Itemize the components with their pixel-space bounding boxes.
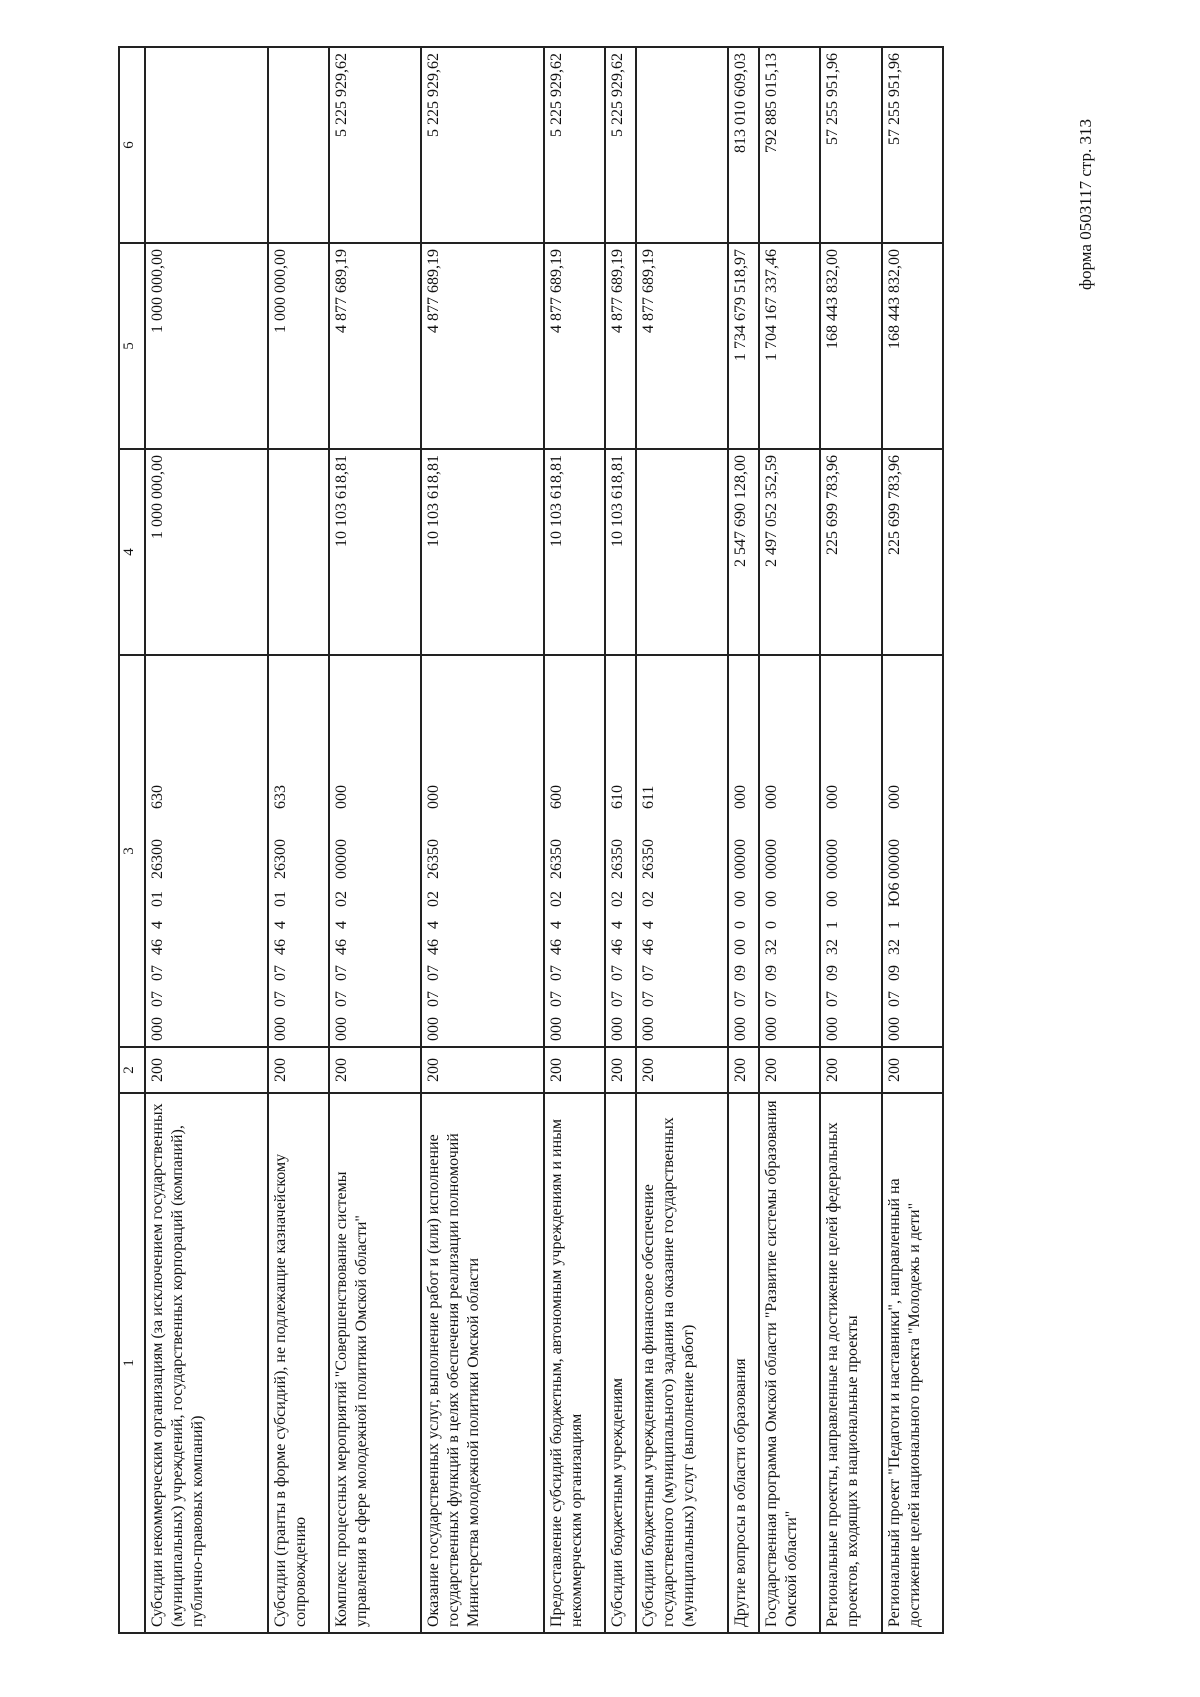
- row-approved: 10 103 618,81: [544, 449, 605, 655]
- code-part: 000: [425, 785, 443, 809]
- row-name: Субсидии (гранты в форме субсидий), не подлежащие казначейскому сопровождению: [268, 1093, 329, 1633]
- code-part: 07: [425, 965, 443, 981]
- form-header: [1072, 40, 1100, 290]
- column-number-row: [119, 47, 145, 1633]
- row-unexecuted: 5 225 929,62: [605, 47, 636, 243]
- code-part: 09: [824, 965, 842, 981]
- code-part: 1: [824, 921, 842, 929]
- row-name: Предоставление субсидий бюджетным, автономным учреждениям и иным некоммерческим организациям: [544, 1093, 605, 1633]
- row-executed: 4 877 689,19: [329, 243, 421, 449]
- row-executed: 168 443 832,00: [882, 243, 943, 449]
- row-line-code: 200: [605, 1047, 636, 1093]
- code-part: 00: [824, 891, 842, 907]
- column-header: 2: [119, 1047, 145, 1093]
- row-budget-code: [145, 655, 268, 1047]
- code-part: Ю6: [885, 882, 903, 907]
- code-part: 46: [425, 939, 443, 955]
- row-executed: 1 000 000,00: [145, 243, 268, 449]
- row-name: Комплекс процессных мероприятий "Совершенствование системы управления в сфере молодежной политики Омской области": [329, 1093, 421, 1633]
- table-row: [759, 47, 820, 1633]
- code-part: 07: [148, 991, 166, 1007]
- code-part: 07: [333, 965, 351, 981]
- row-line-code: 200: [820, 1047, 881, 1093]
- code-part: 0: [732, 921, 750, 929]
- table-row: [421, 47, 544, 1633]
- row-line-code: 200: [544, 1047, 605, 1093]
- code-part: 00000: [732, 839, 750, 879]
- code-part: 00000: [824, 839, 842, 879]
- row-executed: 1 734 679 518,97: [728, 243, 759, 449]
- code-part: 000: [640, 1017, 658, 1041]
- row-approved: 225 699 783,96: [882, 449, 943, 655]
- code-part: 000: [333, 1017, 351, 1041]
- row-unexecuted: [145, 47, 268, 243]
- row-line-code: 200: [636, 1047, 728, 1093]
- row-approved: 2 497 052 352,59: [759, 449, 820, 655]
- row-budget-code: [421, 655, 544, 1047]
- code-part: 4: [425, 921, 443, 929]
- code-part: 46: [547, 939, 565, 955]
- row-name: Государственная программа Омской области "Развитие системы образования Омской области": [759, 1093, 820, 1633]
- code-part: 01: [148, 891, 166, 907]
- row-approved: 1 000 000,00: [145, 449, 268, 655]
- row-unexecuted: 5 225 929,62: [544, 47, 605, 243]
- row-name: Субсидии бюджетным учреждениям: [605, 1093, 636, 1633]
- code-part: 000: [762, 1017, 780, 1041]
- row-approved: 2 547 690 128,00: [728, 449, 759, 655]
- code-part: 00000: [885, 839, 903, 879]
- row-line-code: 200: [759, 1047, 820, 1093]
- column-header: 1: [119, 1093, 145, 1633]
- code-part: 000: [425, 1017, 443, 1041]
- code-part: 26300: [271, 839, 289, 879]
- code-part: 07: [762, 991, 780, 1007]
- code-part: 00: [732, 891, 750, 907]
- code-part: 09: [732, 965, 750, 981]
- row-approved: 10 103 618,81: [421, 449, 544, 655]
- table-row: [544, 47, 605, 1633]
- row-unexecuted: 5 225 929,62: [329, 47, 421, 243]
- code-part: 4: [547, 921, 565, 929]
- row-unexecuted: 57 255 951,96: [820, 47, 881, 243]
- code-part: 1: [885, 921, 903, 929]
- row-executed: 168 443 832,00: [820, 243, 881, 449]
- code-part: 07: [425, 991, 443, 1007]
- code-part: 07: [732, 991, 750, 1007]
- code-part: 000: [732, 1017, 750, 1041]
- code-part: 000: [732, 785, 750, 809]
- code-part: 26350: [640, 839, 658, 879]
- table-row: [728, 47, 759, 1633]
- code-part: 633: [271, 785, 289, 809]
- code-part: 07: [609, 965, 627, 981]
- code-part: 02: [547, 891, 565, 907]
- code-part: 00000: [333, 839, 351, 879]
- row-line-code: 200: [882, 1047, 943, 1093]
- row-unexecuted: 813 010 609,03: [728, 47, 759, 243]
- code-part: 000: [333, 785, 351, 809]
- report-table-rotated: [118, 48, 944, 1634]
- code-part: 46: [640, 939, 658, 955]
- code-part: 4: [148, 921, 166, 929]
- table-row: [636, 47, 728, 1633]
- row-budget-code: [882, 655, 943, 1047]
- row-executed: 1 704 167 337,46: [759, 243, 820, 449]
- code-part: 4: [609, 921, 627, 929]
- row-unexecuted: 5 225 929,62: [421, 47, 544, 243]
- code-part: 4: [640, 921, 658, 929]
- row-unexecuted: [268, 47, 329, 243]
- code-part: 07: [271, 965, 289, 981]
- code-part: 07: [640, 991, 658, 1007]
- row-line-code: 200: [268, 1047, 329, 1093]
- row-budget-code: [820, 655, 881, 1047]
- code-part: 07: [609, 991, 627, 1007]
- table-row: [605, 47, 636, 1633]
- row-executed: 4 877 689,19: [636, 243, 728, 449]
- row-executed: 1 000 000,00: [268, 243, 329, 449]
- code-part: 02: [640, 891, 658, 907]
- code-part: 46: [333, 939, 351, 955]
- code-part: 32: [824, 939, 842, 955]
- row-budget-code: [544, 655, 605, 1047]
- table-row: [145, 47, 268, 1633]
- code-part: 000: [148, 1017, 166, 1041]
- code-part: 000: [885, 785, 903, 809]
- code-part: 4: [271, 921, 289, 929]
- row-line-code: 200: [329, 1047, 421, 1093]
- code-part: 000: [824, 785, 842, 809]
- row-budget-code: [268, 655, 329, 1047]
- code-part: 000: [885, 1017, 903, 1041]
- row-budget-code: [759, 655, 820, 1047]
- row-executed: 4 877 689,19: [544, 243, 605, 449]
- code-part: 02: [333, 891, 351, 907]
- row-name: Субсидии некоммерческим организациям (за исключением государственных (муниципальных) учреждений, государственных корпораций (компаний), публично-правовых компаний): [145, 1093, 268, 1633]
- row-name: Другие вопросы в области образования: [728, 1093, 759, 1633]
- code-part: 26350: [425, 839, 443, 879]
- row-approved: 225 699 783,96: [820, 449, 881, 655]
- row-budget-code: [636, 655, 728, 1047]
- code-part: 000: [609, 1017, 627, 1041]
- code-part: 07: [547, 965, 565, 981]
- row-budget-code: [728, 655, 759, 1047]
- code-part: 000: [271, 1017, 289, 1041]
- code-part: 09: [885, 965, 903, 981]
- row-approved: 10 103 618,81: [329, 449, 421, 655]
- row-approved: 10 103 618,81: [605, 449, 636, 655]
- code-part: 32: [885, 939, 903, 955]
- code-part: 600: [547, 785, 565, 809]
- code-part: 07: [148, 965, 166, 981]
- column-header: 6: [119, 47, 145, 243]
- code-part: 26350: [547, 839, 565, 879]
- row-name: Региональные проекты, направленные на достижение целей федеральных проектов, входящих в национальные проекты: [820, 1093, 881, 1633]
- code-part: 00000: [762, 839, 780, 879]
- code-part: 611: [640, 785, 658, 809]
- row-approved: [268, 449, 329, 655]
- row-name: Оказание государственных услуг, выполнение работ и (или) исполнение государственных функций в целях обеспечения реализации полномочий Министерства молодежной политики Омской области: [421, 1093, 544, 1633]
- code-part: 46: [609, 939, 627, 955]
- code-part: 000: [762, 785, 780, 809]
- row-unexecuted: 57 255 951,96: [882, 47, 943, 243]
- row-budget-code: [329, 655, 421, 1047]
- form-label: форма 0503117 стр. 313: [1076, 119, 1095, 290]
- code-part: 0: [762, 921, 780, 929]
- code-part: 07: [885, 991, 903, 1007]
- table-row: [268, 47, 329, 1633]
- code-part: 09: [762, 965, 780, 981]
- table-row: [820, 47, 881, 1633]
- code-part: 32: [762, 939, 780, 955]
- code-part: 07: [640, 965, 658, 981]
- code-part: 4: [333, 921, 351, 929]
- code-part: 000: [547, 1017, 565, 1041]
- code-part: 07: [547, 991, 565, 1007]
- row-executed: 4 877 689,19: [421, 243, 544, 449]
- report-table-frame: [118, 48, 944, 1634]
- row-executed: 4 877 689,19: [605, 243, 636, 449]
- column-header: 4: [119, 449, 145, 655]
- row-line-code: 200: [421, 1047, 544, 1093]
- code-part: 610: [609, 785, 627, 809]
- code-part: 02: [425, 891, 443, 907]
- row-line-code: 200: [728, 1047, 759, 1093]
- code-part: 26350: [609, 839, 627, 879]
- row-name: Региональный проект "Педагоги и наставники", направленный на достижение целей национального проекта "Молодежь и дети": [882, 1093, 943, 1633]
- code-part: 46: [148, 939, 166, 955]
- report-table: [118, 46, 944, 1634]
- code-part: 00: [762, 891, 780, 907]
- code-part: 01: [271, 891, 289, 907]
- row-line-code: 200: [145, 1047, 268, 1093]
- code-part: 46: [271, 939, 289, 955]
- row-approved: [636, 449, 728, 655]
- column-header: 5: [119, 243, 145, 449]
- code-part: 630: [148, 785, 166, 809]
- code-part: 07: [333, 991, 351, 1007]
- code-part: 00: [732, 939, 750, 955]
- code-part: 26300: [148, 839, 166, 879]
- code-part: 07: [271, 991, 289, 1007]
- code-part: 000: [824, 1017, 842, 1041]
- code-part: 02: [609, 891, 627, 907]
- code-part: 07: [824, 991, 842, 1007]
- row-unexecuted: 792 885 015,13: [759, 47, 820, 243]
- row-budget-code: [605, 655, 636, 1047]
- column-header: 3: [119, 655, 145, 1047]
- table-row: [882, 47, 943, 1633]
- row-unexecuted: [636, 47, 728, 243]
- row-name: Субсидии бюджетным учреждениям на финансовое обеспечение государственного (муниципального) задания на оказание государственных (муниципальных) услуг (выполнение работ): [636, 1093, 728, 1633]
- table-row: [329, 47, 421, 1633]
